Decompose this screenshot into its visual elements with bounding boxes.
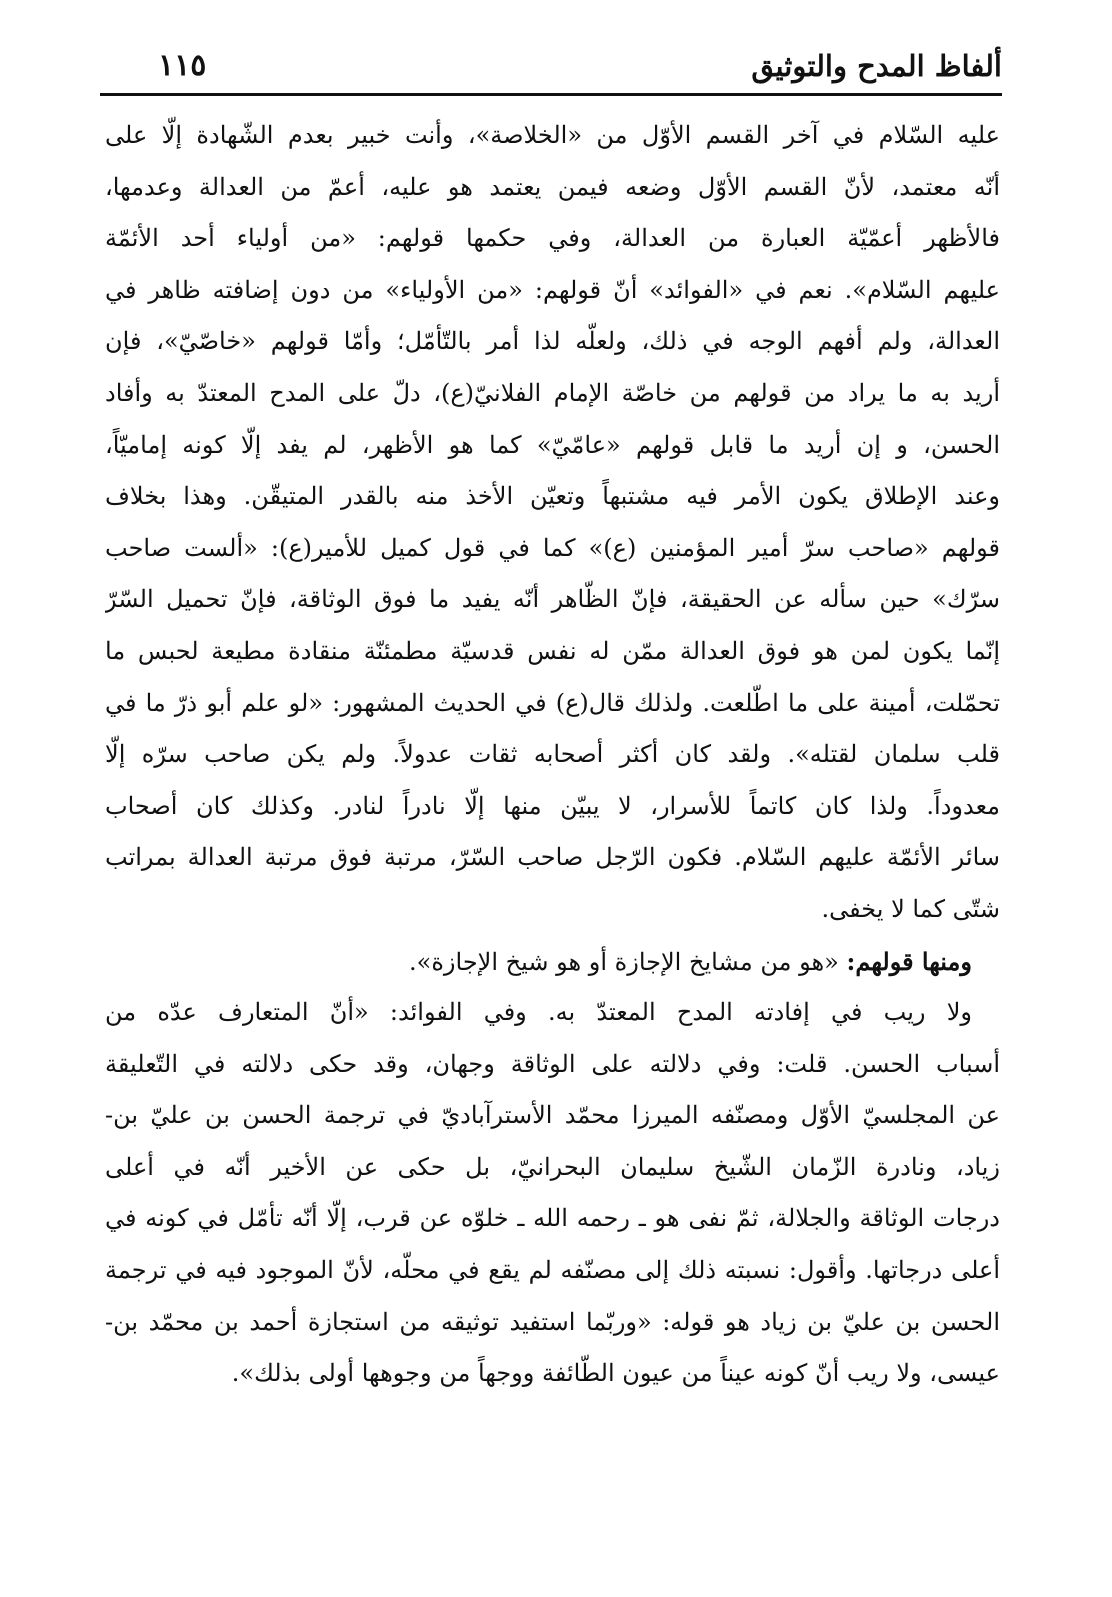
body-text bbox=[105, 110, 1000, 1400]
text-line: أسباب الحسن. قلت: وفي دلالته على الوثاقة وجهان، وقد حكى دلالته في التّعليقة bbox=[105, 1049, 1000, 1078]
text-line: عن المجلسيّ الأوّل ومصنّفه الميرزا محمّد الأسترآباديّ في ترجمة الحسن بن عليّ بن- bbox=[105, 1101, 1000, 1130]
text-line: معدوداً. ولذا كان كاتماً للأسرار، لا يبيّن منها إلّا نادراً لنادر. وكذلك كان أصحاب bbox=[105, 791, 1000, 820]
section-lead: ومنها قولهم: bbox=[846, 946, 972, 976]
text-line: الحسن بن عليّ بن زياد هو قوله: «وربّما استفيد توثيقه من استجازة أحمد بن محمّد بن- bbox=[105, 1307, 1000, 1336]
text-line: أريد به ما يراد من قولهم من خاصّة الإمام الفلانيّ(ع)، دلّ على المدح المعتدّ به وأفاد bbox=[105, 378, 1000, 407]
text-line: شتّى كما لا يخفى. bbox=[821, 894, 1000, 923]
text-line: ولا ريب في إفادته المدح المعتدّ به. وفي الفوائد: «أنّ المتعارف عدّه من bbox=[105, 998, 972, 1027]
page-number: ١١٥ bbox=[158, 48, 207, 83]
text-line: أعلى درجاتها. وأقول: نسبته ذلك إلى مصنّفه لم يقع في محلّه، لأنّ الموجود فيه في ترجمة bbox=[105, 1256, 1000, 1285]
text-line: وعند الإطلاق يكون الأمر فيه مشتبهاً وتعيّن الأخذ منه بالقدر المتيقّن. وهذا بخلاف bbox=[105, 482, 1000, 511]
header-rule bbox=[100, 93, 1002, 96]
text-line: عليه السّلام في آخر القسم الأوّل من «الخلاصة»، وأنت خبير بعدم الشّهادة إلّا على bbox=[105, 121, 1000, 149]
text-line: زياد، ونادرة الزّمان الشّيخ سليمان البحرانيّ، بل حكى عن الأخير أنّه في أعلى bbox=[105, 1152, 1000, 1181]
text-line: عليهم السّلام». نعم في «الفوائد» أنّ قولهم: «من الأولياء» من دون إضافته ظاهر في bbox=[105, 275, 1000, 304]
text-line: سرّك» حين سأله عن الحقيقة، فإنّ الظّاهر أنّه يفيد ما فوق الوثاقة، فإنّ تحميل السّرّ bbox=[105, 585, 1000, 614]
running-title: ألفاظ المدح والتوثيق bbox=[751, 49, 1002, 83]
text-line: إنّما يكون لمن هو فوق العدالة ممّن له نفس قدسيّة مطمئنّة منقادة مطيعة لحبس ما bbox=[105, 636, 1000, 665]
section-heading-line bbox=[105, 936, 1000, 988]
text-line: سائر الأئمّة عليهم السّلام. فكون الرّجل صاحب السّرّ، مرتبة فوق مرتبة العدالة بمراتب bbox=[105, 843, 1000, 872]
text-line: العدالة، ولم أفهم الوجه في ذلك، ولعلّه لذا أمر بالتّأمّل؛ وأمّا قولهم «خاصّيّ»، فإن bbox=[105, 327, 1000, 356]
text-line: درجات الوثاقة والجلالة، ثمّ نفى هو ـ رحمه الله ـ خلوّه عن قرب، إلّا أنّه تأمّل في كونه في bbox=[105, 1204, 1000, 1233]
text-line: الحسن، و إن أريد ما قابل قولهم «عامّيّ» كما هو الأظهر، لم يفد إلّا كونه إماميّاً، bbox=[105, 430, 1000, 459]
text-line: قولهم «صاحب سرّ أمير المؤمنين (ع)» كما في قول كميل للأمير(ع): «ألست صاحب bbox=[105, 533, 1000, 562]
text-line: عيسى، ولا ريب أنّ كونه عيناً من عيون الطّائفة ووجهاً من وجوهها أولى بذلك». bbox=[231, 1359, 1000, 1388]
text-line: تحمّلت، أمينة على ما اطّلعت. ولذلك قال(ع) في الحديث المشهور: «لو علم أبو ذرّ ما في bbox=[105, 688, 1000, 717]
text-line: فالأظهر أعمّيّة العبارة من العدالة، وفي حكمها قولهم: «من أولياء أحد الأئمّة bbox=[105, 224, 1000, 253]
section-quote: «هو من مشايخ الإجازة أو هو شيخ الإجازة». bbox=[409, 947, 839, 976]
text-line: أنّه معتمد، لأنّ القسم الأوّل وضعه فيمن يعتمد هو عليه، أعمّ من العدالة وعدمها، bbox=[105, 172, 1000, 201]
text-line: قلب سلمان لقتله». ولقد كان أكثر أصحابه ثقات عدولاً. ولم يكن صاحب سرّه إلّا bbox=[105, 740, 1000, 769]
page-header bbox=[100, 44, 1002, 96]
